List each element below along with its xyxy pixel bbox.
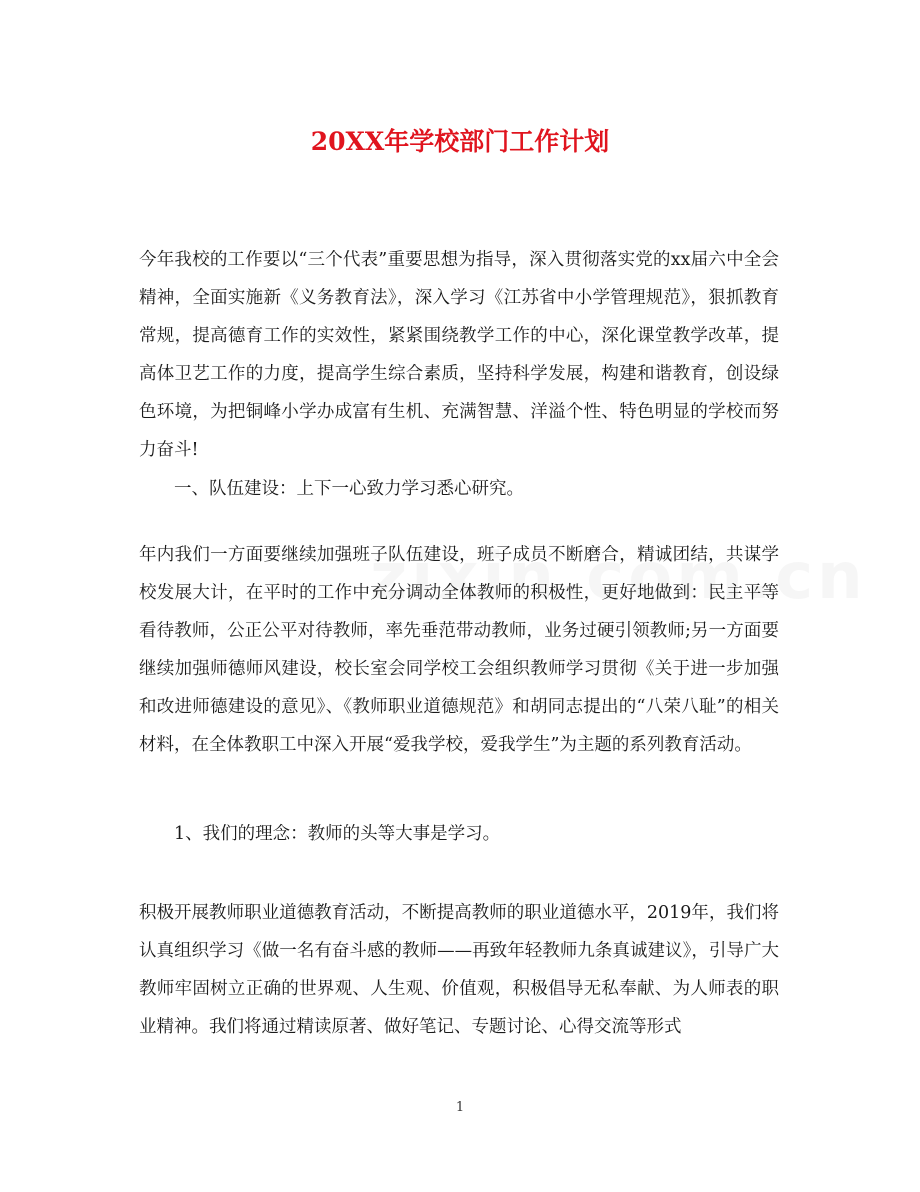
page-title: 20XX年学校部门工作计划	[310, 127, 610, 156]
section-body-team: 年内我们一方面要继续加强班子队伍建设，班子成员不断磨合，精诚团结，共谋学校发展大计，在平时的工作中充分调动全体教师的积极性，更好地做到：民主平等看待教师，公正公平对待教师，率先垂范带动教师，业务过硬引领教师;另一方面要继续加强师德师风建设，校长室会同学校工会组织教师学习贯彻《关于进一步加强和改进师德建设的意见》、《教师职业道德规范》和胡同志提出的“八荣八耻”的相关材料，在全体教职工中深入开展“爱我学校，爱我学生”为主题的系列教育活动。	[139, 545, 779, 755]
page-number: 1	[455, 1100, 465, 1115]
section-heading-team: 一、队伍建设：上下一心致力学习悉心研究。	[174, 479, 524, 499]
subsection-body-learning: 积极开展教师职业道德教育活动，不断提高教师的职业道德水平，2019年，我们将认真组织学习《做一名有奋斗感的教师——再致年轻教师九条真诚建议》，引导广大教师牢固树立正确的世界观、人生观、价值观，积极倡导无私奉献、为人师表的职业精神。我们将通过精读原著、做好笔记、专题讨论、心得交流等形式	[139, 903, 779, 1037]
intro-paragraph: 今年我校的工作要以“三个代表”重要思想为指导，深入贯彻落实党的xx届六中全会精神，全面实施新《义务教育法》，深入学习《江苏省中小学管理规范》，狠抓教育常规，提高德育工作的实效性，紧紧围绕教学工作的中心，深化课堂教学改革，提高体卫艺工作的力度，提高学生综合素质，坚持科学发展，构建和谐教育，创设绿色环境，为把铜峰小学办成富有生机、充满智慧、洋溢个性、特色明显的学校而努力奋斗!	[139, 250, 779, 460]
subsection-heading-learning: 1、我们的理念：教师的头等大事是学习。	[174, 824, 501, 844]
